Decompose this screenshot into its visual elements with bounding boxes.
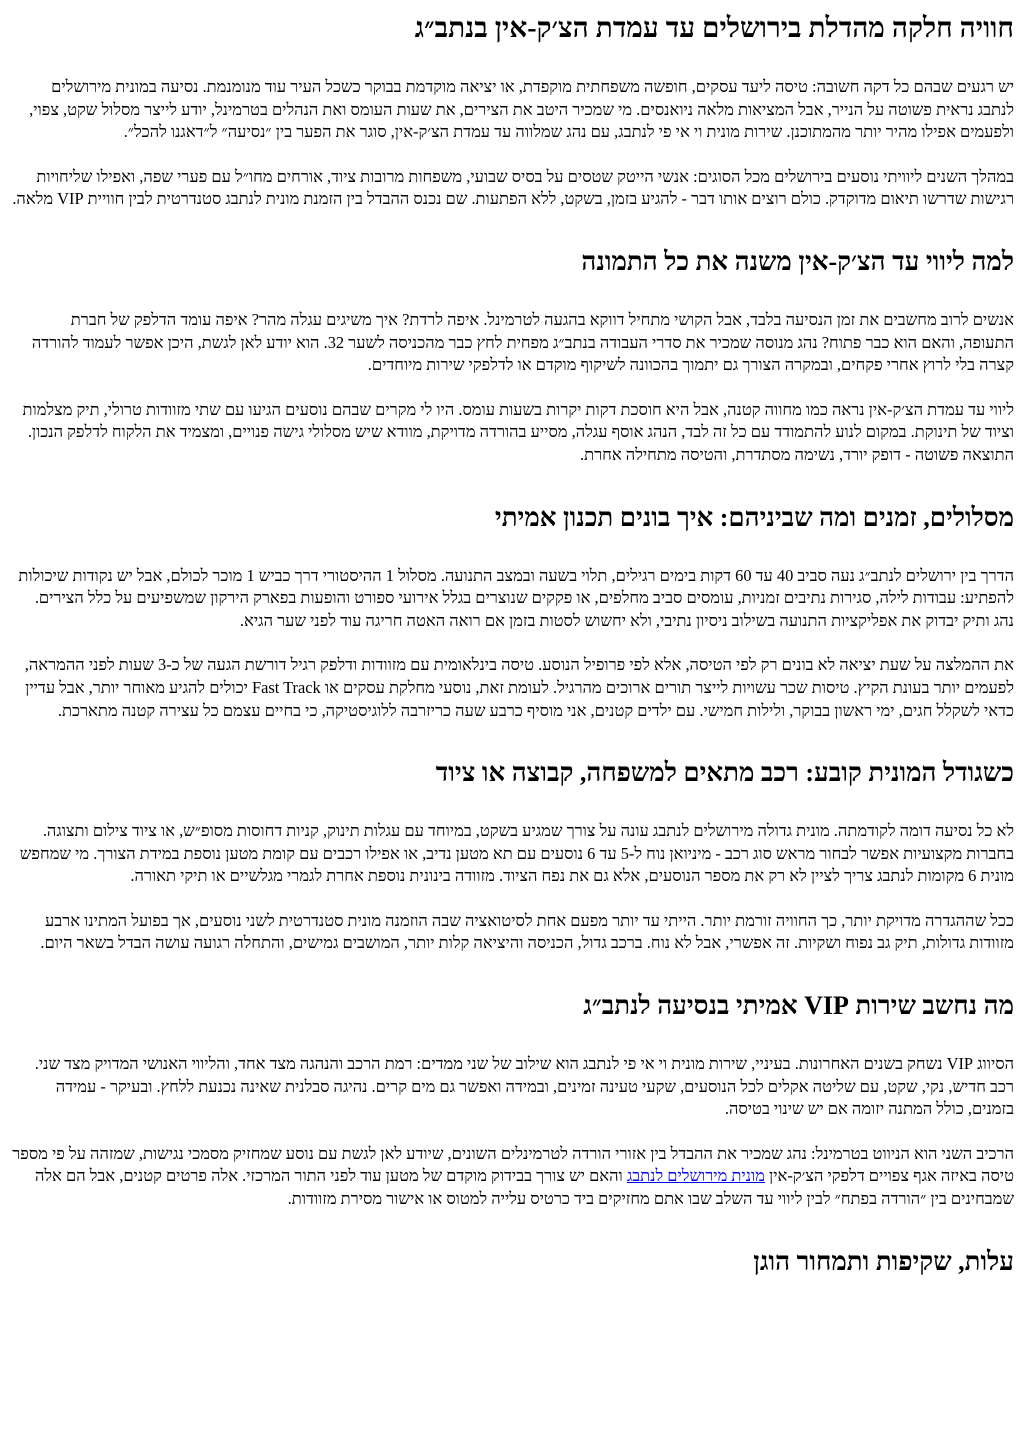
section-4-paragraph-2 bbox=[12, 1143, 1014, 1211]
section-2-paragraph-1: הדרך בין ירושלים לנתב״ג נעה סביב 40 עד 60 דקות בימים רגילים, תלוי בשעה ובמצב התנועה. מסלול 1 ההיסטורי דרך כביש 1 מוכר לכולם, אבל יש נקודות שיכולות להפתיע: עבודות לילה, סגירות נתיבים זמניות, עומסים סביב מחלפים, או פקקים שנוצרים בגלל אירועי ספורט והופעות בפארק הירקון שמשפיעים על כלל הצירים. נהג ותיק יבדוק את אפליקציות התנועה בשילוב ניסיון נתיבי, ולא יחשוש לסטות בזמן אם רואה האטה חריגה עוד לפני שער הגיא. bbox=[18, 565, 1014, 630]
section-heading-cost-pricing: עלות, שקיפות ותמחור הוגן bbox=[753, 1246, 1014, 1276]
section-2-paragraph-2: את ההמלצה על שעת יציאה לא בונים רק לפי הטיסה, אלא לפי פרופיל הנוסע. טיסה בינלאומית עם מזוודות ודלפק רגיל דורשת הגעה של כ-3 שעות לפני ההמראה, לפעמים יותר בעונת הקיץ. טיסות שכר עשויות לייצר תורים ארוכים מהרגיל. לעומת זאת, נוסעי מחלקת עסקים או Fast Track יכולים להגיע מאוחר יותר, אבל עדיין כדאי לשקלל חגים, ימי ראשון בבוקר, ולילות חמישי. עם ילדים קטנים, אני מוסיף כרבע שעה כריזרבה ללוגיסטיקה, כי בחיים עצמם כל עצירה קטנה מתארכת. bbox=[24, 655, 1014, 720]
taxi-jerusalem-airport-link[interactable]: מונית מירושלים לנתבג bbox=[626, 1166, 765, 1186]
section-heading-vip-service: מה נחשב שירות VIP אמיתי בנסיעה לנתב״ג bbox=[583, 991, 1014, 1021]
section-heading-checkin-escort: למה ליווי עד הצ׳ק-אין משנה את כל התמונה bbox=[581, 246, 1014, 276]
intro-paragraph-2: במהלך השנים ליוויתי נוסעים בירושלים מכל הסוגים: אנשי הייטק שטסים על בסיס שבועי, משפחות מרובות ציוד, אורחים מחו״ל עם פערי שפה, ואפילו שליחויות רגישות שדרשו תיאום מדוקדק. כולם רוצים אותו דבר - להגיע בזמן, בשקט, ללא הפתעות. שם נכנס ההבדל בין הזמנת מונית לנתבג סטנדרטית לבין חוויית VIP מלאה. bbox=[12, 166, 1014, 209]
section-3-paragraph-1: לא כל נסיעה דומה לקודמתה. מונית גדולה מירושלים לנתבג עונה על צורך שמגיע בשקט, במיוחד עם עגלות תינוק, קניות דחוסות מסופ״ש, או ציוד צילום ותצוגה. בחברות מקצועיות אפשר לבחור מראש סוג רכב - מיניואן נוח ל-5 עד 6 נוסעים עם תא מטען נדיב, או אפילו רכבים עם קומת מטען נוספת במידת הצורך. מי שמחפש מונית 6 מקומות לנתבג צריך לציין לא רק את מספר הנוסעים, אלא גם את נפח הציוד. מזוודה בינונית נוספת אחרת לגמרי מגלשיים או תיקי תאורה. bbox=[19, 821, 1014, 886]
section-3-paragraph-2: ככל שההגדרה מדויקת יותר, כך החוויה זורמת יותר. הייתי עד יותר מפעם אחת לסיטואציה שבה הוזמנה מונית סטנדרטית לשני נוסעים, אך בפועל המתינו ארבע מזוודות גדולות, תיק גב נפוח ושקיות. זה אפשרי, אבל לא נוח. ברכב גדול, הכניסה והיציאה קלות יותר, המושבים גמישים, והתחלה רגועה עושה הבדל בשאר היום. bbox=[40, 910, 1014, 953]
section-heading-routes-timing: מסלולים, זמנים ומה שביניהם: איך בונים תכנון אמיתי bbox=[494, 502, 1014, 532]
section-4-paragraph-2-before: הרכיב השני הוא הניווט בטרמינל: נהג שמכיר את ההבדל בין אזורי הורדה לטרמינלים השונים, שיודע לאן לגשת עם נוסע שמחזיק מסמכי נגישות, שמזהה על פי מספר טיסה באיזה אגף צפויים דלפקי הצ׳ק-אין bbox=[12, 1143, 1014, 1186]
section-4-paragraph-1: הסיווג VIP נשחק בשנים האחרונות. בעיניי, שירות מונית וי אי פי לנתבג הוא שילוב של שני ממדים: רמת הרכב והנהגה מצד אחד, והליווי האנושי המדויק מצד שני. רכב חדיש, נקי, שקט, עם שליטה אקלים לכל הנוסעים, שקעי טעינה זמינים, ובמידה ואפשר גם מים קרים. נהיגה סבלנית שאינה נכנעת ללחץ. ובעיקר - עמידה בזמנים, כולל המתנה יזומה אם יש שינוי בטיסה. bbox=[34, 1054, 1014, 1119]
page-title: חוויה חלקה מהדלת בירושלים עד עמדת הצ׳ק-אין בנתב״ג bbox=[414, 13, 1014, 44]
section-4-paragraph-2-after: והאם יש צורך בבידוק מוקדם של מטען עוד לפני התור המרכזי. אלה פרטים קטנים, אבל הם אלה שמבחינים בין ״הורדה בפתח״ לבין ליווי עד השלב שבו אתם מחזיקים ביד כרטיס עלייה למטוס או אישור מסירת מזוודות. bbox=[34, 1166, 1014, 1209]
intro-paragraph-1: יש רגעים שבהם כל דקה חשובה: טיסה ליעד עסקים, חופשה משפחתית מוקפדת, או יציאה מוקדמת בבוקר כשכל העיר עוד מנומנמת. נסיעה במונית מירושלים לנתבג נראית פשוטה על הנייר, אבל המציאות מלאה ניואנסים. מי שמכיר היטב את הצירים, את שעות העומס ואת הנהלים בטרמינל, יודע לייצר מסלול שקט, צפוי, ולפעמים אפילו מהיר יותר מהמתוכנן. שירות מונית וי אי פי לנתבג, עם נהג שמלווה עד עמדת הצ׳ק-אין, סוגר את הפער בין ״נסיעה״ ל״דאגנו להכל״. bbox=[29, 77, 1014, 142]
section-1-paragraph-1: אנשים לרוב מחשבים את זמן הנסיעה בלבד, אבל הקושי מתחיל דווקא בהגעה לטרמינל. איפה לרדת? איך משיגים עגלה מהר? איפה עומד הדלפק של חברת התעופה, והאם הוא כבר פתוח? נהג מנוסה שמכיר את סדרי העבודה בנתב״ג מפחית לחץ כבר מהכניסה לשער 32. הוא יודע לאן לגשת, היכן אפשר לעמוד להורדה קצרה בלי לרוץ אחרי פקחים, ובמקרה הצורך גם יתמוך בהכוונה לשיקוף מוקדם או לדלפקי שירות מיוחדים. bbox=[31, 309, 1014, 375]
section-heading-vehicle-size: כשגודל המונית קובע: רכב מתאים למשפחה, קבוצה או ציוד bbox=[435, 758, 1014, 788]
section-1-paragraph-2: ליווי עד עמדת הצ׳ק-אין נראה כמו מחווה קטנה, אבל היא חוסכת דקות יקרות בשעות עומס. היו לי מקרים שבהם נוסעים הגיעו עם שתי מזוודות טרולי, תיק מצלמות וציוד של תינוקת. במקום לנוע להתמודד עם כל זה לבד, הנהג אוסף עגלה, מסייע בהורדה מדויקת, מוודא שיש מסלולי גישה פנויים, ומצמיד את הלקוח לדלפק הנכון. התוצאה פשוטה - דופק יורד, נשימה מסתדרת, והטיסה מתחילה אחרת. bbox=[22, 399, 1014, 464]
